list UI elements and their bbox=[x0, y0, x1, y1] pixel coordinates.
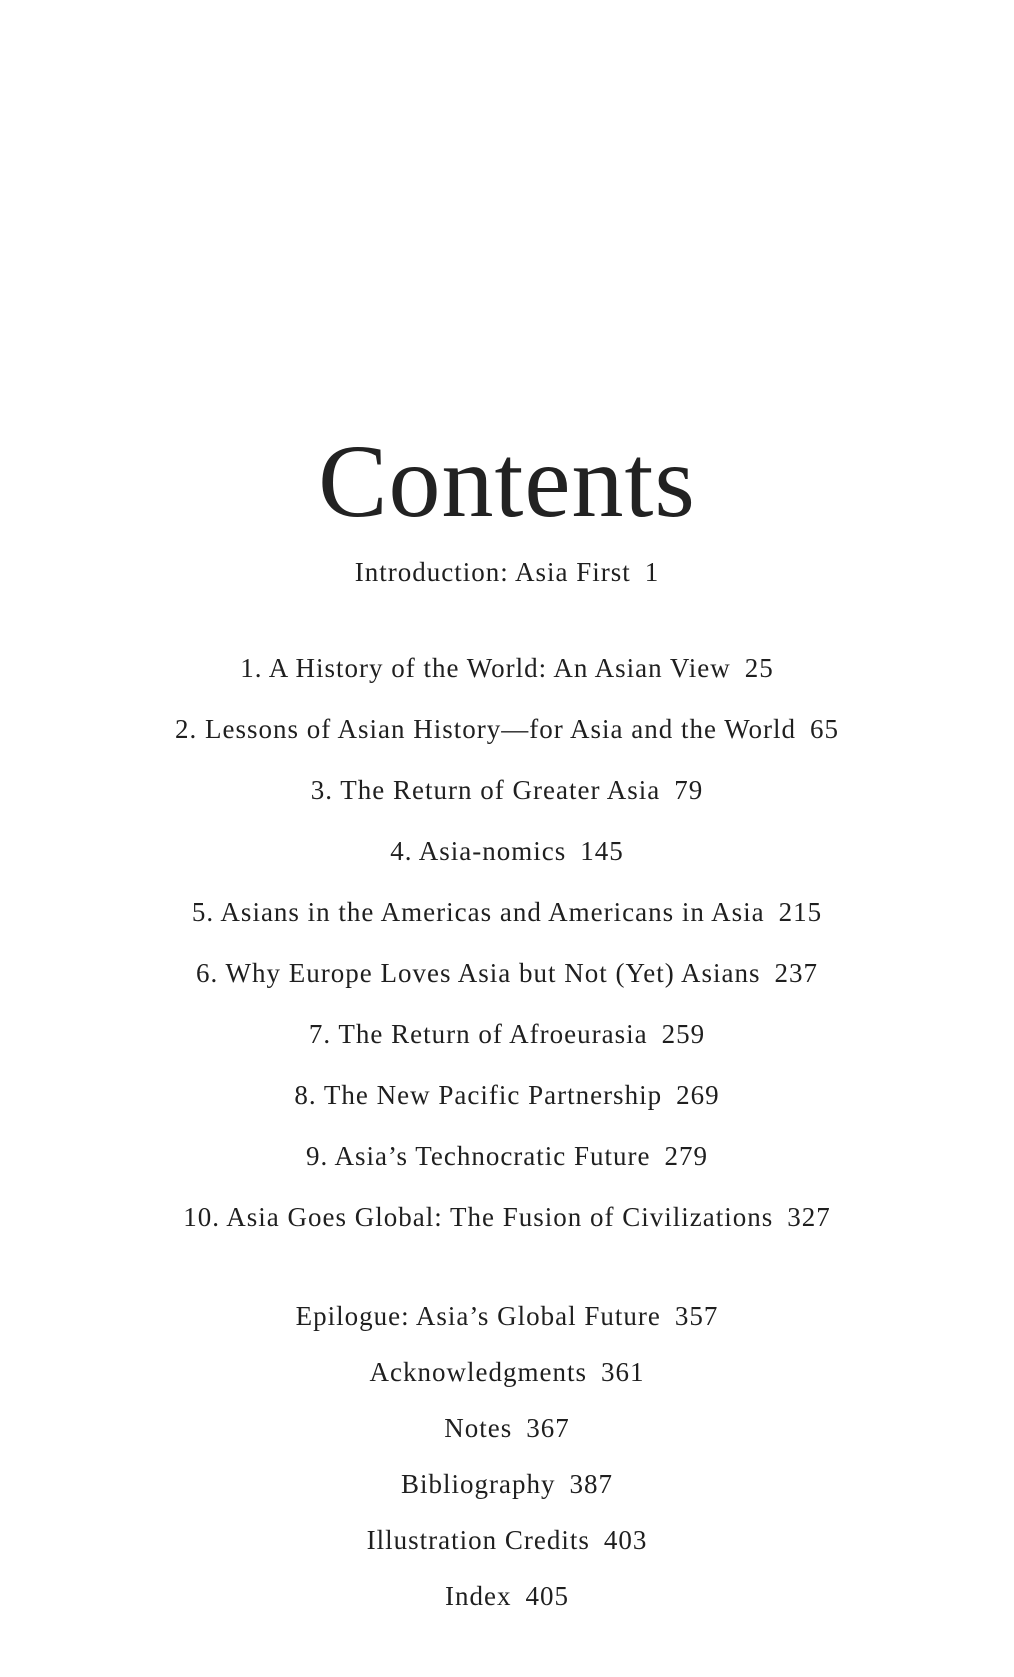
toc-entry-page: 405 bbox=[525, 1581, 569, 1611]
front-matter-list bbox=[0, 542, 1014, 603]
toc-entry-epilogue bbox=[0, 1288, 1014, 1344]
toc-entry-page: 259 bbox=[661, 1019, 706, 1049]
toc-entry-page: 237 bbox=[774, 958, 818, 988]
toc-entry-page: 1 bbox=[644, 557, 660, 587]
toc-entry-chapter-5 bbox=[0, 882, 1014, 943]
toc-entry-page: 357 bbox=[674, 1301, 719, 1331]
toc-entry-label: Illustration Credits bbox=[366, 1525, 590, 1555]
toc-entry-label: 6. Why Europe Loves Asia but Not (Yet) Asians bbox=[196, 958, 761, 988]
toc-entry-label: 7. The Return of Afroeurasia bbox=[308, 1019, 648, 1049]
toc-entry-label: 9. Asia’s Technocratic Future bbox=[305, 1141, 651, 1171]
toc-entry-page: 387 bbox=[569, 1469, 613, 1499]
toc-entry-notes bbox=[0, 1400, 1014, 1456]
page-title: Contents bbox=[318, 423, 696, 539]
toc-entry-page: 327 bbox=[787, 1202, 831, 1232]
toc-entry-chapter-10 bbox=[0, 1187, 1014, 1248]
toc-entry-chapter-4 bbox=[0, 821, 1014, 882]
toc-entry-page: 79 bbox=[674, 775, 704, 805]
toc-entry-chapter-6 bbox=[0, 943, 1014, 1004]
toc-entry-label: 3. The Return of Greater Asia bbox=[310, 775, 661, 805]
toc-entry-label: 2. Lessons of Asian History—for Asia and the World bbox=[174, 714, 797, 744]
toc-entry-chapter-9 bbox=[0, 1126, 1014, 1187]
toc-entry-label: 8. The New Pacific Partnership bbox=[294, 1080, 663, 1110]
toc-entry-illustration-credits bbox=[0, 1512, 1014, 1568]
toc-entry-introduction bbox=[0, 542, 1014, 603]
toc-entry-label: 4. Asia-nomics bbox=[390, 836, 567, 866]
back-matter-list bbox=[0, 1288, 1014, 1624]
toc-entry-label: Introduction: Asia First bbox=[354, 557, 631, 587]
toc-entry-label: Acknowledgments bbox=[369, 1357, 587, 1387]
toc-entry-label: 5. Asians in the Americas and Americans in Asia bbox=[191, 897, 765, 927]
toc-entry-page: 215 bbox=[778, 897, 823, 927]
toc-entry-chapter-7 bbox=[0, 1004, 1014, 1065]
toc-entry-page: 403 bbox=[603, 1525, 648, 1555]
chapter-list bbox=[0, 638, 1014, 1248]
toc-entry-page: 269 bbox=[676, 1080, 720, 1110]
toc-entry-bibliography bbox=[0, 1456, 1014, 1512]
toc-entry-chapter-3 bbox=[0, 760, 1014, 821]
toc-entry-label: Bibliography bbox=[401, 1469, 556, 1499]
toc-entry-page: 65 bbox=[810, 714, 840, 744]
toc-entry-page: 367 bbox=[526, 1413, 570, 1443]
toc-entry-page: 145 bbox=[580, 836, 624, 866]
toc-entry-label: Notes bbox=[444, 1413, 513, 1443]
toc-entry-chapter-8 bbox=[0, 1065, 1014, 1126]
toc-entry-label: 10. Asia Goes Global: The Fusion of Civilizations bbox=[183, 1202, 774, 1232]
toc-entry-index bbox=[0, 1568, 1014, 1624]
toc-entry-chapter-1 bbox=[0, 638, 1014, 699]
toc-entry-label: Epilogue: Asia’s Global Future bbox=[295, 1301, 661, 1331]
toc-entry-acknowledgments bbox=[0, 1344, 1014, 1400]
toc-entry-page: 25 bbox=[744, 653, 774, 683]
toc-entry-chapter-2 bbox=[0, 699, 1014, 760]
toc-entry-page: 361 bbox=[600, 1357, 645, 1387]
toc-entry-label: Index bbox=[445, 1581, 512, 1611]
toc-entry-page: 279 bbox=[664, 1141, 709, 1171]
toc-entry-label: 1. A History of the World: An Asian View bbox=[240, 653, 731, 683]
